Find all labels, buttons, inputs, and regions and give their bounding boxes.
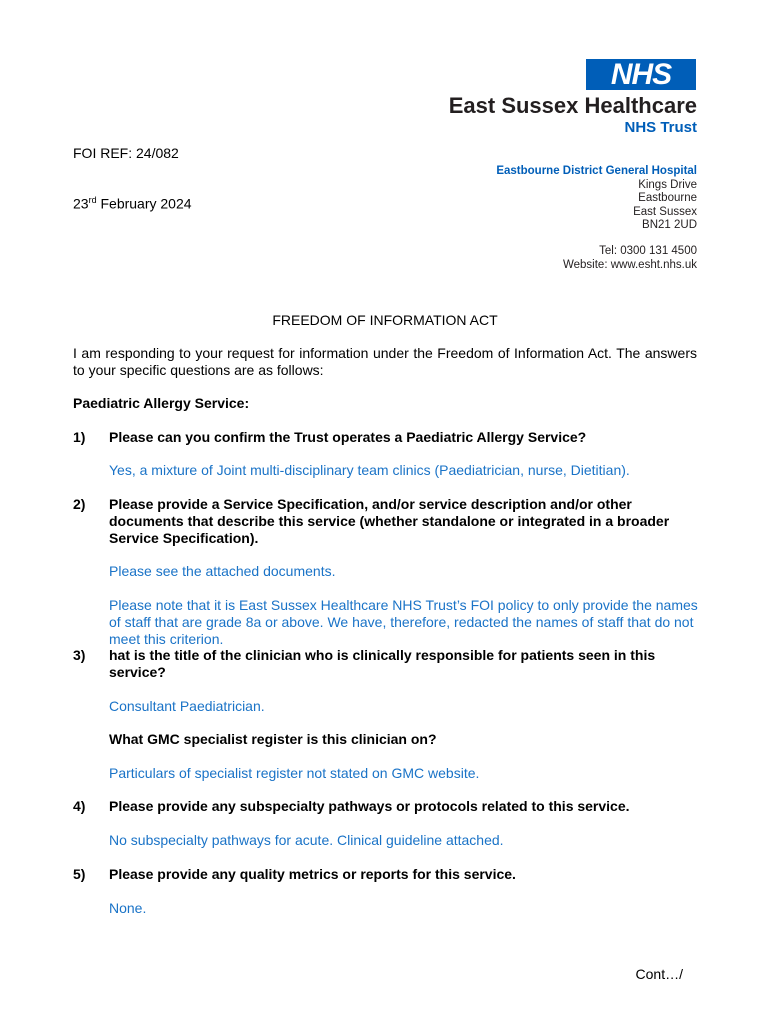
question-4: Please provide any subspecialty pathways or protocols related to this service. [109, 798, 630, 814]
telephone: Tel: 0300 131 4500 [599, 245, 697, 257]
answer-4: No subspecialty pathways for acute. Clinical guideline attached. [109, 832, 504, 848]
answer-3b: Particulars of specialist register not stated on GMC website. [109, 765, 480, 781]
section-heading: Paediatric Allergy Service: [73, 395, 250, 411]
question-number: 4) [73, 798, 86, 814]
address-line: BN21 2UD [642, 219, 697, 231]
org-name: East Sussex Healthcare [448, 93, 697, 118]
address-line: Kings Drive [638, 178, 697, 191]
question-3: hat is the title of the clinician who is clinically responsible for patients seen in this service? [109, 647, 656, 680]
answer-5: None. [109, 900, 147, 916]
address-line: East Sussex [633, 205, 697, 218]
continuation-marker: Cont…/ [635, 966, 683, 982]
page-title: FREEDOM OF INFORMATION ACT [272, 312, 498, 328]
foi-reference: FOI REF: 24/082 [73, 145, 179, 161]
date-suffix: rd [88, 195, 97, 205]
intro-paragraph: I am responding to your request for information under the Freedom of Information Act. The answers to your specific questions are as follows: [73, 345, 697, 378]
hospital-name: Eastbourne District General Hospital [496, 165, 697, 177]
nhs-logo: NHS [586, 59, 696, 90]
question-5: Please provide any quality metrics or reports for this service. [109, 866, 516, 882]
question-number: 5) [73, 866, 86, 882]
org-subtitle: NHS Trust [624, 119, 697, 136]
answer-2b: Please note that it is East Sussex Healthcare NHS Trust’s FOI policy to only provide the names of staff that are grade 8a or above. We have, therefore, redacted the names of staff that do not meet this criterion. [109, 597, 698, 647]
letter-date [73, 195, 192, 212]
address-block [496, 165, 697, 233]
question-number: 1) [73, 429, 86, 445]
answer-1: Yes, a mixture of Joint multi-disciplinary team clinics (Paediatrician, nurse, Dietitian). [109, 462, 630, 478]
question-2: Please provide a Service Specification, and/or service description and/or other documents that describe this service (whether standalone or integrated in a broader Service Specification). [109, 496, 670, 546]
address-line: Eastbourne [638, 192, 697, 204]
question-number: 3) [73, 647, 86, 663]
website: Website: www.esht.nhs.uk [562, 258, 697, 271]
answer-3: Consultant Paediatrician. [109, 698, 265, 714]
question-3b: What GMC specialist register is this clinician on? [109, 731, 437, 747]
date-day: 23 [73, 195, 89, 212]
contact-block [563, 245, 697, 272]
date-rest: February 2024 [96, 195, 192, 212]
question-number: 2) [73, 496, 86, 512]
question-1: Please can you confirm the Trust operates a Paediatric Allergy Service? [109, 429, 587, 445]
answer-2a: Please see the attached documents. [109, 563, 336, 579]
